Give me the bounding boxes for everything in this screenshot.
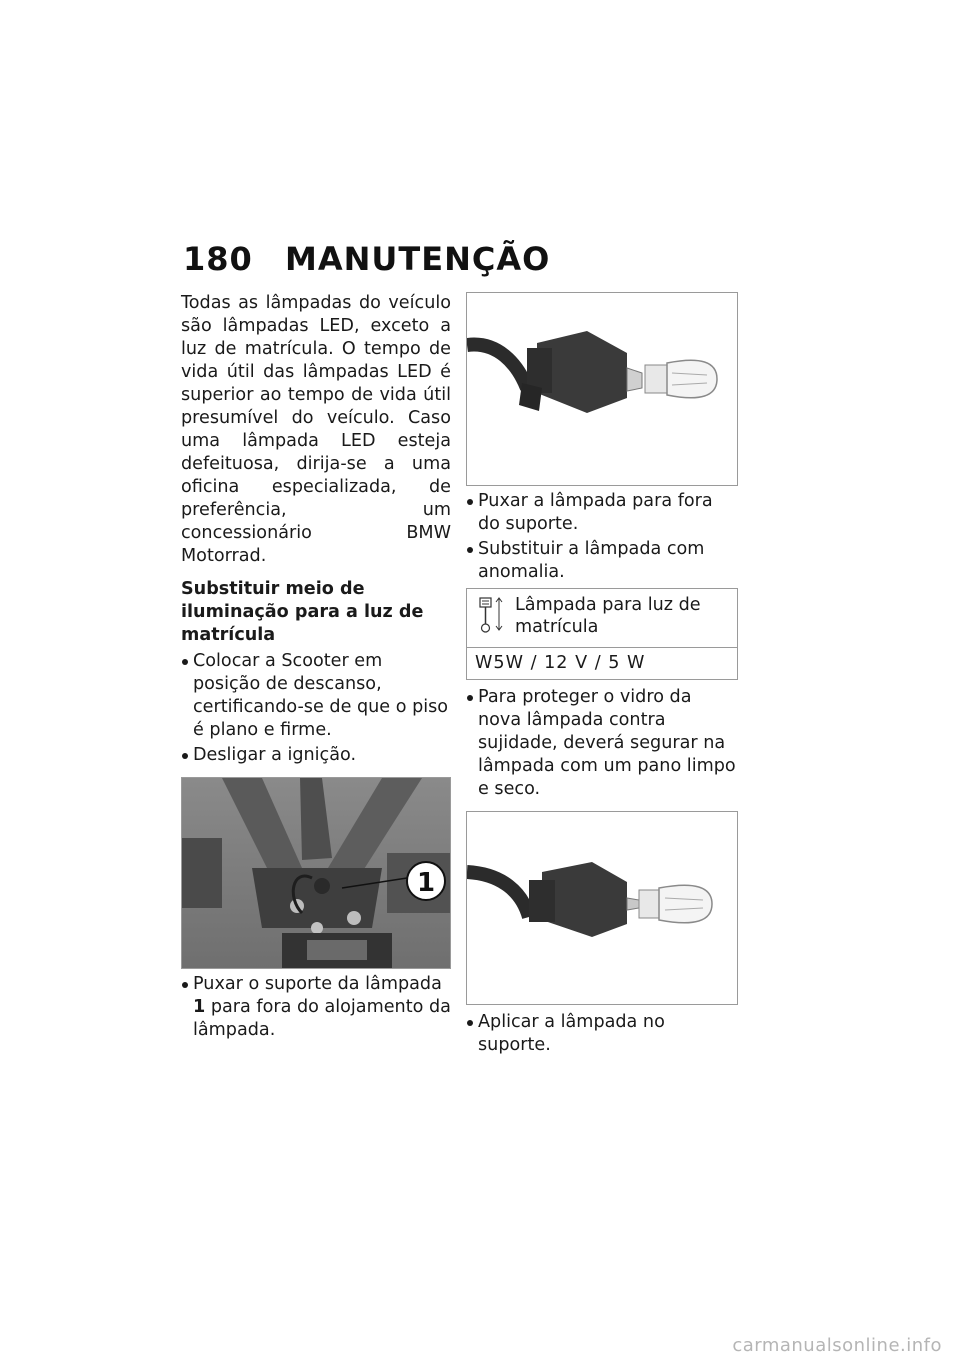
spec-label: Lâmpada para luz de matrícula <box>515 595 701 637</box>
bulb-spec-icon <box>475 594 515 641</box>
step-park-scooter: Colocar a Scooter em posição de descanso, certificando-se de que o piso é plano e firme. <box>181 650 451 742</box>
spec-value: W5W / 12 V / 5 W <box>475 653 646 673</box>
left-column <box>181 292 451 1044</box>
right-column <box>466 292 738 1059</box>
page-number: 180 <box>183 240 253 278</box>
step-pull-holder: Puxar o suporte da lâmpada 1 para fora do alojamento da lâmpada. <box>181 973 451 1042</box>
step-ignition-off: Desligar a ignição. <box>181 744 451 767</box>
procedure-heading: Substituir meio de iluminação para a luz de matrícula <box>181 579 424 645</box>
section-title: MANUTENÇÃO <box>285 240 551 278</box>
license-light-housing-photo <box>181 777 451 969</box>
step-protect-glass: Para proteger o vidro da nova lâmpada contra sujidade, deverá segurar na lâmpada com um pano limpo e seco. <box>466 686 738 801</box>
bulb-removed-photo <box>466 292 738 486</box>
step-replace-bulb: Substituir a lâmpada com anomalia. <box>466 538 738 584</box>
bulb-insert-photo <box>466 811 738 1005</box>
callout-1: 1 <box>416 868 436 898</box>
step-insert-bulb: Aplicar a lâmpada no suporte. <box>466 1011 738 1057</box>
watermark: carmanualsonline.info <box>732 1335 942 1356</box>
bulb-spec-table <box>466 588 738 680</box>
intro-paragraph: Todas as lâmpadas do veículo são lâmpadas LED, exceto a luz de matrícula. O tempo de vida útil das lâmpadas LED é superior ao tempo de vida útil presumível do veículo. Caso uma lâmpada LED esteja defeituosa, dirija-se a uma oficina especializada, de preferência, um concessionário BMW Motorrad. <box>181 293 451 566</box>
spec-header-row <box>467 589 737 648</box>
step-pull-bulb: Puxar a lâmpada para fora do suporte. <box>466 490 738 536</box>
page-header <box>183 240 550 278</box>
